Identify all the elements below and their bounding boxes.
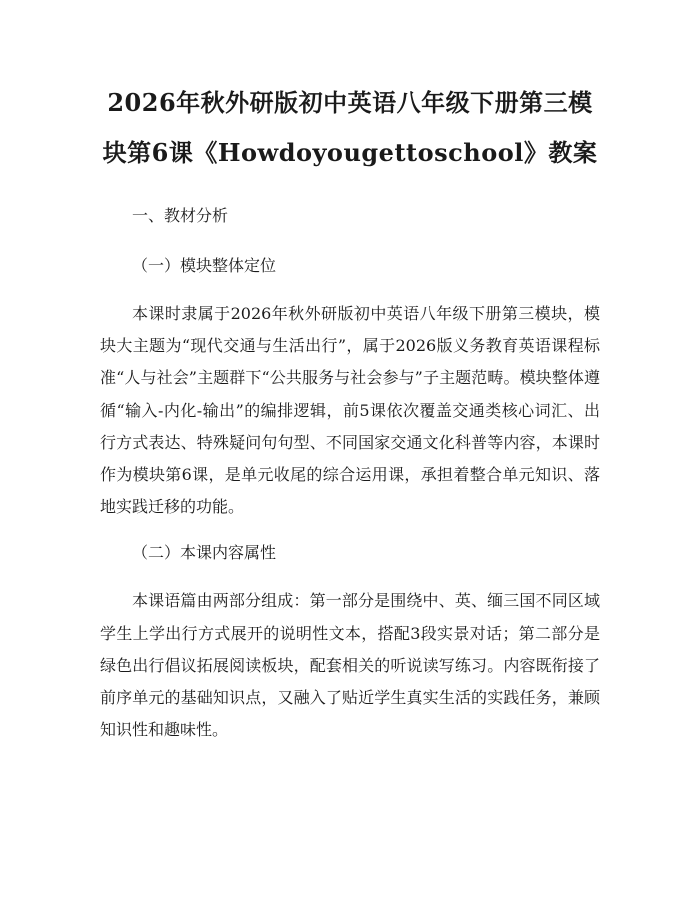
- title-line-2: 块第6课《Howdoyougettoschool》教案: [102, 138, 598, 167]
- paragraph-module-positioning: 本课时隶属于2026年秋外研版初中英语八年级下册第三模块，模块大主题为“现代交通与生活出行”，属于2026版义务教育英语课程标准“人与社会”主题群下“公共服务与社会参与”子主题范畴。模块整体遵循“输入-内化-输出”的编排逻辑，前5课依次覆盖交通类核心词汇、出行方式表达、特殊疑问句句型、不同国家交通文化科普等内容，本课时作为模块第6课，是单元收尾的综合运用课，承担着整合单元知识、落地实践迁移的功能。: [100, 304, 600, 517]
- title-line-1: 2026年秋外研版初中英语八年级下册第三模: [107, 88, 593, 117]
- subsection-heading-content-attributes: （二）本课内容属性: [132, 543, 277, 563]
- paragraph-content-attributes: 本课语篇由两部分组成：第一部分是围绕中、英、缅三国不同区域学生上学出行方式展开的说明性文本，搭配3段实景对话；第二部分是绿色出行倡议拓展阅读板块，配套相关的听说读写练习。内容既衔接了前序单元的基础知识点，又融入了贴近学生真实生活的实践任务，兼顾知识性和趣味性。: [100, 591, 600, 740]
- document-title: [100, 78, 600, 178]
- subsection-heading-module-positioning: （一）模块整体定位: [132, 256, 277, 275]
- section-heading-textbook-analysis: 一、教材分析: [132, 206, 229, 225]
